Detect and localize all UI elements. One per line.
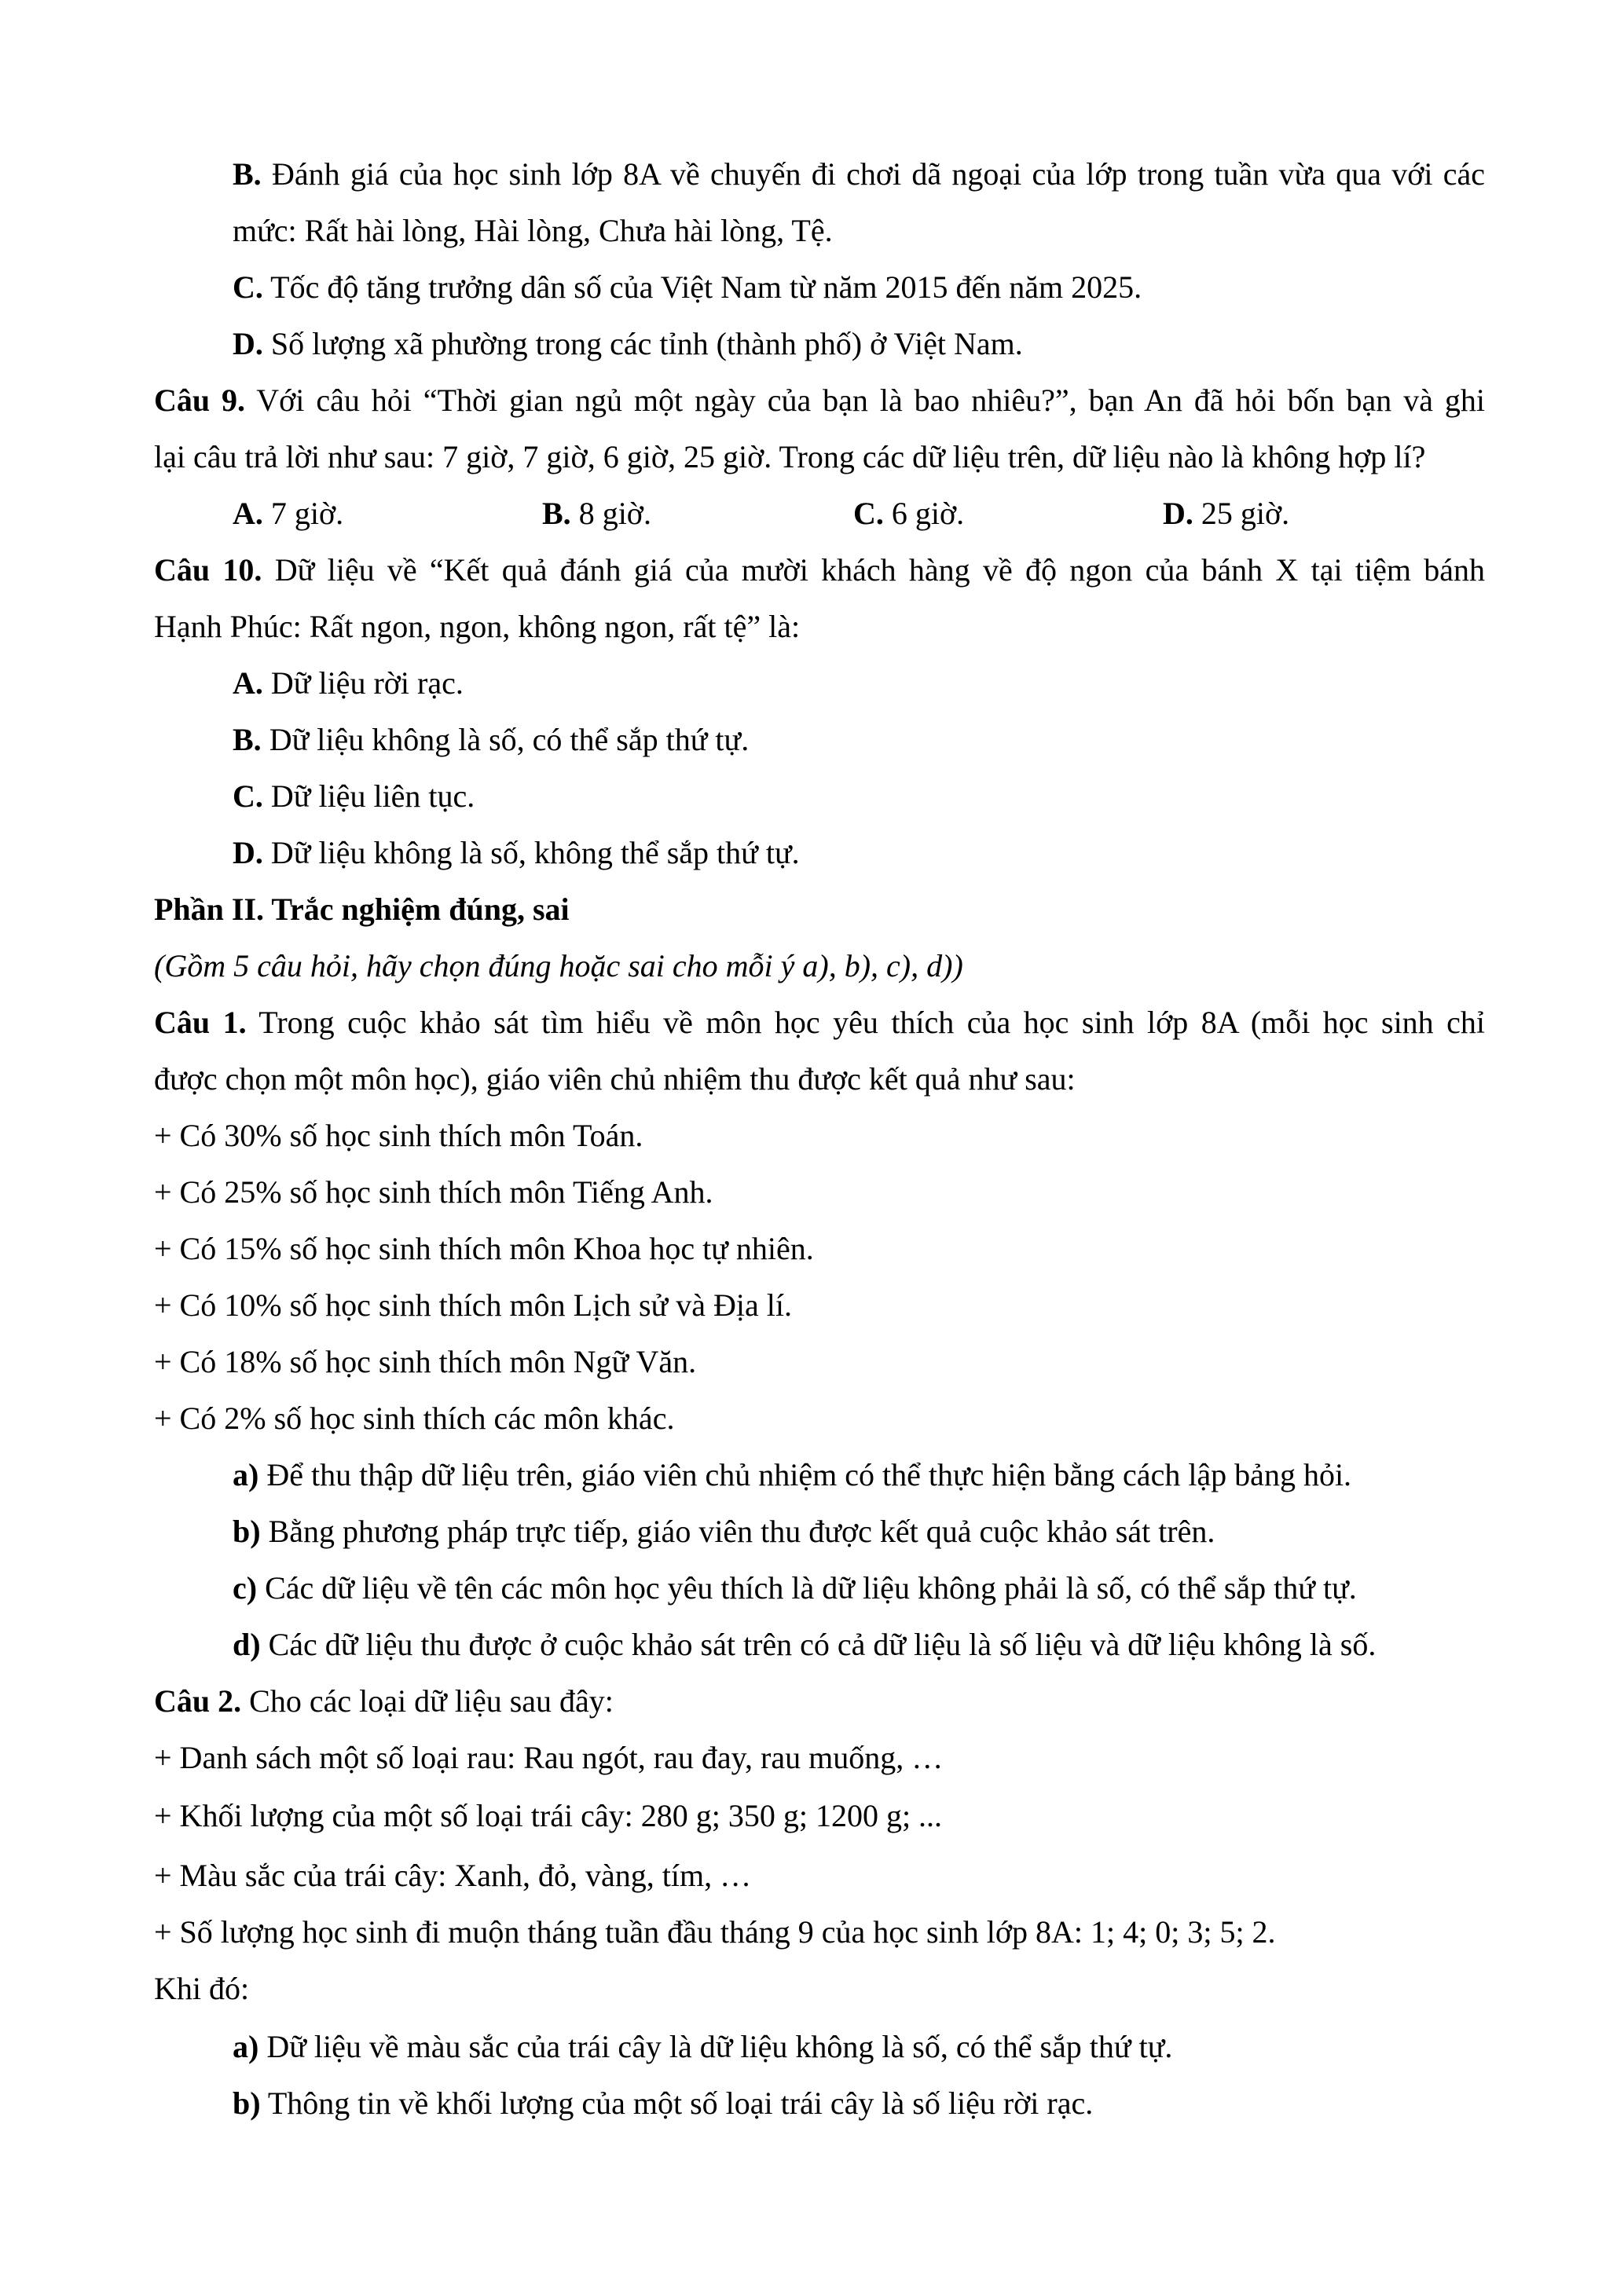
p2q1-statement-c xyxy=(233,1560,1357,1617)
statement-label: c) xyxy=(233,1570,258,1606)
statement-text: Các dữ liệu thu được ở cuộc khảo sát trên có cả dữ liệu là số liệu và dữ liệu không là số. xyxy=(268,1627,1377,1662)
item-percent: 10% xyxy=(224,1287,282,1323)
p2q2-item xyxy=(154,1730,943,1786)
item-prefix: + Có xyxy=(154,1287,217,1323)
p2q1-item xyxy=(154,1390,674,1447)
q10-option-b xyxy=(233,712,749,768)
p2q1-stem-line-1 xyxy=(154,994,1485,1051)
statement-text: Để thu thập dữ liệu trên, giáo viên chủ nhiệm có thể thực hiện bằng cách lập bảng hỏi. xyxy=(266,1457,1352,1492)
p2q2-then: Khi đó: xyxy=(154,1971,250,2006)
p2q2-item xyxy=(154,1788,942,1844)
p2q2-statement-a xyxy=(233,2019,1172,2075)
part2-note: (Gồm 5 câu hỏi, hãy chọn đúng hoặc sai cho mỗi ý a), b), c), d)) xyxy=(154,948,963,983)
q8-option-b-line-2: mức: Rất hài lòng, Hài lòng, Chưa hài lòng, Tệ. xyxy=(233,213,833,248)
q9-stem-line-1 xyxy=(154,372,1485,429)
q10-option-c-text: Dữ liệu liên tục. xyxy=(270,778,475,814)
q9-option-b xyxy=(542,485,651,542)
q10-option-b-label: B. xyxy=(233,722,262,757)
q10-option-c-label: C. xyxy=(233,778,263,814)
q9-stem-line-2: lại câu trả lời như sau: 7 giờ, 7 giờ, 6 giờ, 25 giờ. Trong các dữ liệu trên, dữ liệu nào là không hợp lí? xyxy=(154,439,1426,474)
p2q1-text: Trong cuộc khảo sát tìm hiểu về môn học yêu thích của học sinh lớp 8A (mỗi học sinh chỉ xyxy=(258,1005,1485,1040)
p2q2-item xyxy=(154,1904,1276,1961)
q9-option-d-text: 25 giờ. xyxy=(1201,496,1290,531)
p2q1-item xyxy=(154,1221,814,1277)
item-text: + Màu sắc của trái cây: Xanh, đỏ, vàng, tím, … xyxy=(154,1858,752,1893)
q10-option-d xyxy=(233,825,800,881)
statement-text: Bằng phương pháp trực tiếp, giáo viên thu được kết quả cuộc khảo sát trên. xyxy=(268,1514,1215,1549)
item-text: + Danh sách một số loại rau: Rau ngót, rau đay, rau muống, … xyxy=(154,1740,944,1775)
item-text: số học sinh thích môn Khoa học tự nhiên. xyxy=(289,1231,814,1266)
q9-option-b-text: 8 giờ. xyxy=(578,496,651,531)
p2q2-label: Câu 2. xyxy=(154,1683,242,1719)
p2q1-item xyxy=(154,1108,643,1164)
q8-option-c-text: Tốc độ tăng trưởng dân số của Việt Nam từ năm 2015 đến năm 2025. xyxy=(270,269,1142,305)
q8-option-b-label: B. xyxy=(233,156,262,192)
q9-option-c-text: 6 giờ. xyxy=(891,496,965,531)
p2q2-text: Cho các loại dữ liệu sau đây: xyxy=(249,1683,614,1719)
q10-option-a-label: A. xyxy=(233,665,263,701)
q10-label: Câu 10. xyxy=(154,552,262,588)
q8-option-d xyxy=(233,316,1023,372)
item-prefix: + Có xyxy=(154,1231,217,1266)
item-text: số học sinh thích môn Lịch sử và Địa lí. xyxy=(289,1287,792,1323)
item-text: + Khối lượng của một số loại trái cây: xyxy=(154,1798,633,1833)
q8-option-d-text: Số lượng xã phường trong các tỉnh (thành phố) ở Việt Nam. xyxy=(270,326,1023,361)
p2q2-statement-b xyxy=(233,2075,1093,2132)
p2q2-item xyxy=(154,1847,751,1904)
q10-option-a-text: Dữ liệu rời rạc. xyxy=(270,665,464,701)
q9-option-d-label: D. xyxy=(1163,496,1193,531)
p2q1-statement-b xyxy=(233,1503,1215,1560)
q10-stem-line-2: Hạnh Phúc: Rất ngon, ngon, không ngon, rất tệ” là: xyxy=(154,609,801,644)
q9-option-a-label: A. xyxy=(233,496,263,531)
item-math: 1; 4; 0; 3; 5; 2. xyxy=(1090,1914,1276,1950)
q9-label: Câu 9. xyxy=(154,383,246,418)
statement-label: d) xyxy=(233,1627,261,1662)
item-percent: 18% xyxy=(224,1344,282,1379)
item-text: số học sinh thích môn Toán. xyxy=(289,1118,643,1153)
statement-text: Các dữ liệu về tên các môn học yêu thích là dữ liệu không phải là số, có thể sắp thứ tự. xyxy=(265,1570,1357,1606)
q9-option-a-text: 7 giờ. xyxy=(270,496,344,531)
part2-title: Phần II. Trắc nghiệm đúng, sai xyxy=(154,892,570,927)
q9-option-b-label: B. xyxy=(542,496,571,531)
q8-option-b-text: Đánh giá của học sinh lớp 8A về chuyến đi chơi dã ngoại của lớp trong tuần vừa qua với các xyxy=(271,156,1486,192)
q9-option-a xyxy=(233,485,343,542)
item-math: 280 g; 350 g; 1200 g; ... xyxy=(640,1798,943,1833)
p2q1-label: Câu 1. xyxy=(154,1005,247,1040)
p2q1-item xyxy=(154,1277,792,1334)
item-percent: 15% xyxy=(224,1231,282,1266)
item-text: số học sinh thích môn Ngữ Văn. xyxy=(289,1344,697,1379)
q9-option-c-label: C. xyxy=(853,496,884,531)
q9-option-d xyxy=(1163,485,1289,542)
statement-label: b) xyxy=(233,2085,261,2121)
q10-option-d-label: D. xyxy=(233,835,263,870)
item-prefix: + Có xyxy=(154,1344,217,1379)
p2q2-stem xyxy=(154,1673,614,1730)
q8-option-d-label: D. xyxy=(233,326,263,361)
q8-option-c-label: C. xyxy=(233,269,263,305)
item-percent: 2% xyxy=(224,1401,266,1436)
statement-label: a) xyxy=(233,2029,259,2064)
q10-option-b-text: Dữ liệu không là số, có thể sắp thứ tự. xyxy=(269,722,750,757)
item-prefix: + Có xyxy=(154,1118,217,1153)
p2q1-statement-a xyxy=(233,1447,1351,1503)
item-percent: 25% xyxy=(224,1174,282,1210)
item-text: số học sinh thích môn Tiếng Anh. xyxy=(289,1174,713,1210)
item-text: số học sinh thích các môn khác. xyxy=(273,1401,675,1436)
q8-option-b-line-1 xyxy=(233,146,1485,203)
q10-text: Dữ liệu về “Kết quả đánh giá của mười khách hàng về độ ngon của bánh X tại tiệm bánh xyxy=(274,552,1486,588)
item-percent: 30% xyxy=(224,1118,282,1153)
q10-option-d-text: Dữ liệu không là số, không thể sắp thứ tự. xyxy=(270,835,800,870)
item-prefix: + Có xyxy=(154,1174,217,1210)
statement-text: Thông tin về khối lượng của một số loại trái cây là số liệu rời rạc. xyxy=(267,2085,1094,2121)
statement-text: Dữ liệu về màu sắc của trái cây là dữ liệu không là số, có thể sắp thứ tự. xyxy=(266,2029,1173,2064)
q9-text: Với câu hỏi “Thời gian ngủ một ngày của bạn là bao nhiêu?”, bạn An đã hỏi bốn bạn và ghi xyxy=(256,383,1485,418)
p2q1-item xyxy=(154,1164,713,1221)
statement-label: a) xyxy=(233,1457,259,1492)
item-text: + Số lượng học sinh đi muộn tháng tuần đầu tháng 9 của học sinh lớp 8A: xyxy=(154,1914,1083,1950)
q10-option-a xyxy=(233,655,464,712)
item-prefix: + Có xyxy=(154,1401,217,1436)
p2q1-item xyxy=(154,1334,696,1390)
p2q1-stem-line-2: được chọn một môn học), giáo viên chủ nhiệm thu được kết quả như sau: xyxy=(154,1061,1076,1097)
q9-option-c xyxy=(853,485,964,542)
p2q1-statement-d xyxy=(233,1617,1376,1673)
q10-stem-line-1 xyxy=(154,542,1485,599)
statement-label: b) xyxy=(233,1514,261,1549)
q8-option-c xyxy=(233,259,1142,316)
q10-option-c xyxy=(233,768,475,825)
